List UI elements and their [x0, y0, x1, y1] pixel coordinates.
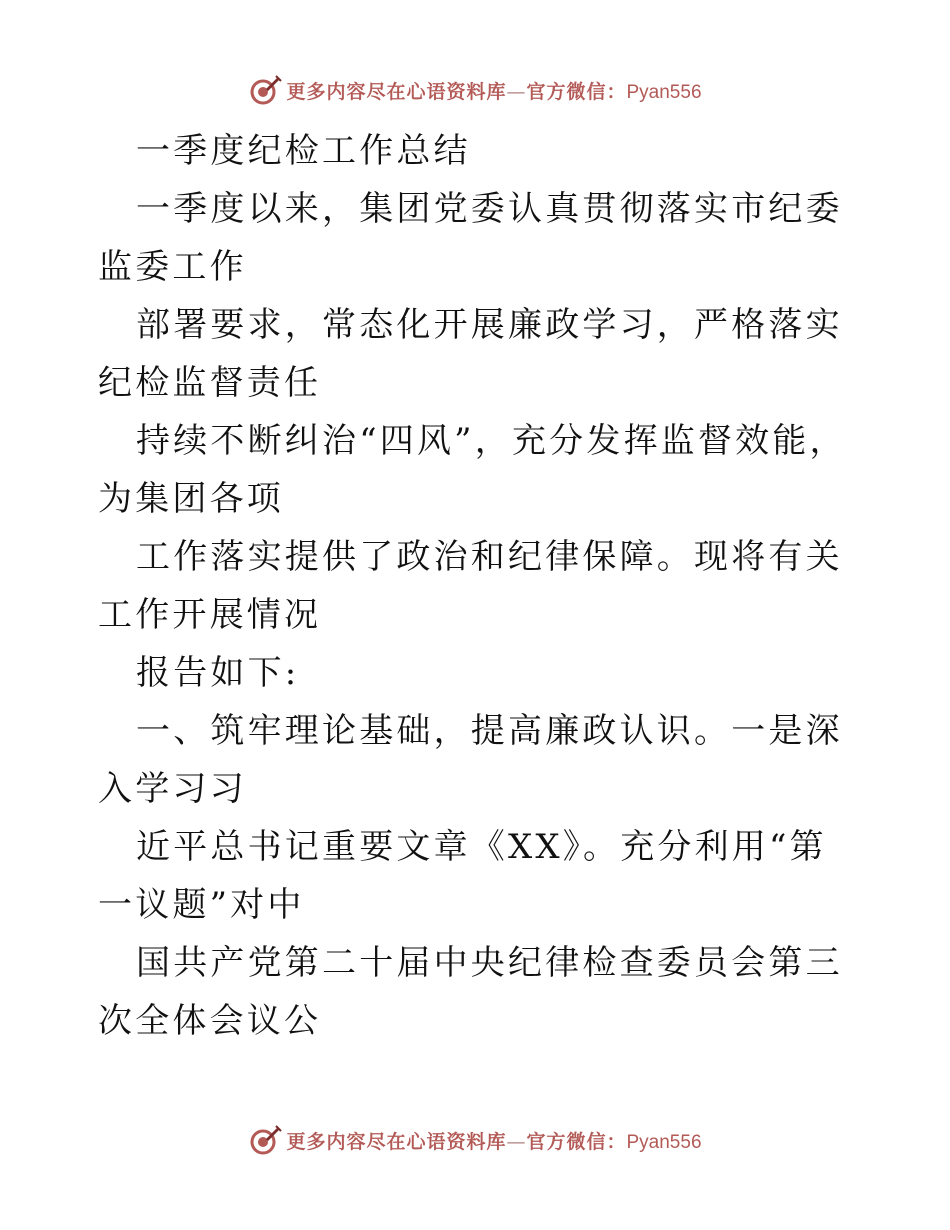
- watermark-contact-label: 官方微信：: [526, 1130, 627, 1153]
- watermark-text: [286, 1127, 701, 1154]
- doc-paragraph: 近平总书记重要文章《XX》。充分利用“第一议题”对中: [98, 827, 827, 925]
- footer-watermark: [0, 1120, 950, 1160]
- watermark-site: 更多内容尽在心语资料库: [286, 80, 507, 103]
- watermark-contact-id: Pyan556: [626, 81, 702, 103]
- doc-paragraph: 工作落实提供了政治和纪律保障。现将有关工作开展情况: [98, 537, 843, 635]
- watermark-separator: —: [506, 1130, 527, 1153]
- doc-title: 一季度纪检工作总结: [136, 131, 471, 171]
- doc-paragraph: 持续不断纠治“四风”，充分发挥监督效能，为集团各项: [98, 421, 847, 519]
- document-body: [98, 122, 858, 1050]
- watermark-separator: —: [506, 80, 527, 103]
- doc-paragraph: 一、筑牢理论基础，提高廉政认识。一是深入学习习: [98, 711, 843, 809]
- watermark-site: 更多内容尽在心语资料库: [286, 1130, 507, 1153]
- doc-paragraph: 国共产党第二十届中央纪律检查委员会第三次全体会议公: [98, 943, 843, 1041]
- watermark-contact-label: 官方微信：: [526, 80, 627, 103]
- doc-paragraph: 一季度以来，集团党委认真贯彻落实市纪委监委工作: [98, 189, 843, 287]
- pen-nib-logo-icon: [248, 73, 282, 107]
- watermark-text: [286, 77, 701, 104]
- doc-paragraph: 报告如下:: [136, 653, 300, 693]
- pen-nib-logo-icon: [248, 1123, 282, 1157]
- header-watermark: [0, 70, 950, 110]
- watermark-contact-id: Pyan556: [626, 1131, 702, 1153]
- doc-paragraph: 部署要求，常态化开展廉政学习，严格落实纪检监督责任: [98, 305, 843, 403]
